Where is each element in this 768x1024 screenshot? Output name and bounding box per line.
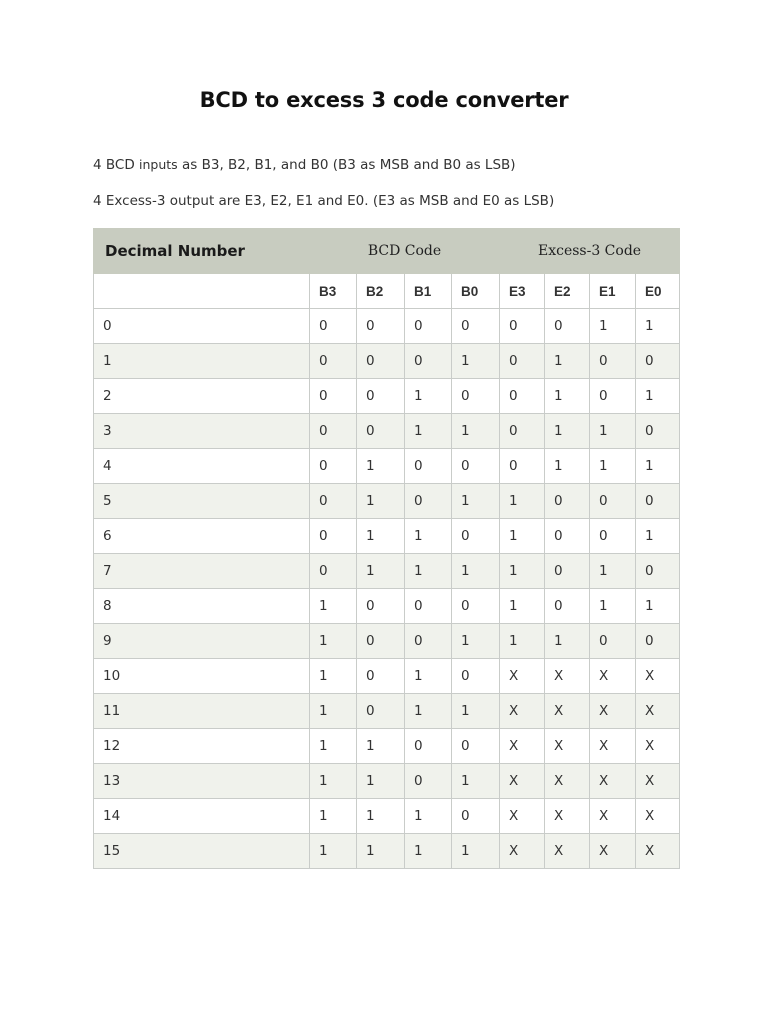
cell-e2: X — [545, 729, 590, 764]
cell-e3: 1 — [500, 624, 545, 659]
cell-e3: 0 — [500, 414, 545, 449]
cell-b1: 0 — [405, 484, 452, 519]
cell-b1: 0 — [405, 624, 452, 659]
cell-b2: 0 — [357, 694, 405, 729]
cell-b0: 0 — [452, 589, 500, 624]
cell-e0: X — [636, 834, 680, 869]
cell-e2: 0 — [545, 309, 590, 344]
cell-b2: 1 — [357, 799, 405, 834]
cell-b1: 0 — [405, 449, 452, 484]
subheader-e1: E1 — [590, 274, 636, 309]
cell-e1: 1 — [590, 449, 636, 484]
table-row — [94, 344, 680, 379]
cell-e2: 0 — [545, 589, 590, 624]
cell-e1: 0 — [590, 344, 636, 379]
cell-e2: 1 — [545, 449, 590, 484]
cell-b0: 1 — [452, 764, 500, 799]
cell-decimal: 15 — [94, 834, 310, 869]
cell-b2: 0 — [357, 659, 405, 694]
cell-e1: X — [590, 694, 636, 729]
table-header-row — [94, 229, 680, 274]
cell-b0: 0 — [452, 449, 500, 484]
cell-e3: 0 — [500, 379, 545, 414]
cell-e3: X — [500, 729, 545, 764]
cell-e1: X — [590, 799, 636, 834]
cell-b3: 0 — [310, 554, 357, 589]
page-title: BCD to excess 3 code converter — [199, 88, 569, 112]
cell-decimal: 0 — [94, 309, 310, 344]
cell-e1: 1 — [590, 554, 636, 589]
header-decimal-number: Decimal Number — [94, 229, 310, 274]
excess3-outputs-description: 4 Excess-3 output are E3, E2, E1 and E0. (E3 as MSB and E0 as LSB) — [93, 193, 555, 209]
cell-b2: 1 — [357, 764, 405, 799]
cell-e0: 1 — [636, 519, 680, 554]
cell-e0: X — [636, 799, 680, 834]
cell-b2: 0 — [357, 624, 405, 659]
cell-e3: 1 — [500, 554, 545, 589]
cell-e3: X — [500, 764, 545, 799]
cell-b3: 0 — [310, 449, 357, 484]
cell-b2: 1 — [357, 834, 405, 869]
cell-b2: 1 — [357, 449, 405, 484]
cell-decimal: 11 — [94, 694, 310, 729]
cell-e1: 1 — [590, 589, 636, 624]
cell-e0: X — [636, 659, 680, 694]
cell-b1: 1 — [405, 379, 452, 414]
cell-b1: 1 — [405, 834, 452, 869]
cell-decimal: 8 — [94, 589, 310, 624]
cell-b1: 1 — [405, 519, 452, 554]
cell-e2: 1 — [545, 344, 590, 379]
cell-e3: X — [500, 834, 545, 869]
cell-b0: 0 — [452, 799, 500, 834]
cell-b0: 1 — [452, 554, 500, 589]
cell-decimal: 5 — [94, 484, 310, 519]
cell-e2: 0 — [545, 519, 590, 554]
table-row — [94, 554, 680, 589]
cell-b1: 0 — [405, 729, 452, 764]
cell-e2: 0 — [545, 484, 590, 519]
cell-b3: 1 — [310, 764, 357, 799]
cell-e0: 1 — [636, 449, 680, 484]
cell-b3: 1 — [310, 834, 357, 869]
cell-e3: X — [500, 694, 545, 729]
cell-b1: 0 — [405, 344, 452, 379]
cell-b2: 0 — [357, 379, 405, 414]
table-row — [94, 659, 680, 694]
table-row — [94, 379, 680, 414]
cell-decimal: 13 — [94, 764, 310, 799]
cell-e1: 1 — [590, 309, 636, 344]
cell-b3: 0 — [310, 344, 357, 379]
cell-e2: 1 — [545, 624, 590, 659]
desc-part-1: 4 BCD — [93, 157, 140, 173]
cell-b3: 0 — [310, 519, 357, 554]
cell-decimal: 12 — [94, 729, 310, 764]
cell-b3: 1 — [310, 799, 357, 834]
table-row — [94, 414, 680, 449]
cell-e2: 0 — [545, 554, 590, 589]
table-row — [94, 764, 680, 799]
table-row — [94, 624, 680, 659]
cell-e1: 0 — [590, 624, 636, 659]
cell-e1: 0 — [590, 519, 636, 554]
cell-e0: X — [636, 729, 680, 764]
cell-decimal: 4 — [94, 449, 310, 484]
desc-part-2: inputs — [139, 157, 178, 172]
cell-b1: 1 — [405, 414, 452, 449]
cell-e2: X — [545, 694, 590, 729]
table-row — [94, 449, 680, 484]
cell-e0: 0 — [636, 624, 680, 659]
cell-e2: X — [545, 799, 590, 834]
cell-e2: 1 — [545, 414, 590, 449]
cell-decimal: 1 — [94, 344, 310, 379]
subheader-e3: E3 — [500, 274, 545, 309]
cell-e0: 0 — [636, 414, 680, 449]
cell-e3: 0 — [500, 344, 545, 379]
cell-b1: 0 — [405, 764, 452, 799]
header-bcd-code: BCD Code — [310, 229, 500, 274]
cell-b2: 0 — [357, 344, 405, 379]
cell-b2: 0 — [357, 414, 405, 449]
table-row — [94, 589, 680, 624]
cell-b0: 1 — [452, 414, 500, 449]
cell-e3: 1 — [500, 484, 545, 519]
cell-b2: 1 — [357, 554, 405, 589]
cell-b3: 1 — [310, 589, 357, 624]
cell-e3: X — [500, 659, 545, 694]
cell-e2: 1 — [545, 379, 590, 414]
cell-b0: 1 — [452, 484, 500, 519]
cell-e1: 1 — [590, 414, 636, 449]
cell-b2: 0 — [357, 309, 405, 344]
table-row — [94, 694, 680, 729]
cell-decimal: 2 — [94, 379, 310, 414]
cell-decimal: 6 — [94, 519, 310, 554]
cell-e2: X — [545, 834, 590, 869]
table-row — [94, 484, 680, 519]
cell-e2: X — [545, 659, 590, 694]
cell-b0: 0 — [452, 379, 500, 414]
cell-b2: 0 — [357, 589, 405, 624]
cell-b1: 0 — [405, 589, 452, 624]
cell-b1: 1 — [405, 659, 452, 694]
cell-b1: 0 — [405, 309, 452, 344]
cell-e0: 1 — [636, 379, 680, 414]
cell-e3: 0 — [500, 309, 545, 344]
subheader-b3: B3 — [310, 274, 357, 309]
cell-b1: 1 — [405, 554, 452, 589]
cell-b3: 1 — [310, 694, 357, 729]
cell-e1: X — [590, 764, 636, 799]
cell-e2: X — [545, 764, 590, 799]
bcd-inputs-description — [93, 157, 516, 173]
cell-b0: 1 — [452, 694, 500, 729]
cell-e1: X — [590, 729, 636, 764]
table-row — [94, 729, 680, 764]
cell-e0: 1 — [636, 309, 680, 344]
cell-e3: 0 — [500, 449, 545, 484]
cell-e1: 0 — [590, 379, 636, 414]
desc-part-3: as B3, B2, B1, and B0 (B3 as MSB and B0 as LSB) — [177, 157, 516, 173]
cell-b1: 1 — [405, 799, 452, 834]
subheader-b0: B0 — [452, 274, 500, 309]
cell-b0: 1 — [452, 834, 500, 869]
cell-e0: X — [636, 694, 680, 729]
cell-b0: 1 — [452, 624, 500, 659]
cell-b0: 0 — [452, 519, 500, 554]
subheader-e2: E2 — [545, 274, 590, 309]
cell-b3: 0 — [310, 484, 357, 519]
cell-b0: 1 — [452, 344, 500, 379]
cell-e3: 1 — [500, 589, 545, 624]
cell-e0: X — [636, 764, 680, 799]
cell-b3: 1 — [310, 624, 357, 659]
cell-b3: 1 — [310, 729, 357, 764]
subheader-blank — [94, 274, 310, 309]
cell-e0: 1 — [636, 589, 680, 624]
header-excess-3-code: Excess-3 Code — [500, 229, 680, 274]
truth-table — [93, 228, 680, 869]
cell-e1: 0 — [590, 484, 636, 519]
cell-decimal: 14 — [94, 799, 310, 834]
cell-decimal: 7 — [94, 554, 310, 589]
cell-e1: X — [590, 659, 636, 694]
cell-e3: X — [500, 799, 545, 834]
table-row — [94, 834, 680, 869]
subheader-e0: E0 — [636, 274, 680, 309]
subheader-b2: B2 — [357, 274, 405, 309]
cell-b2: 1 — [357, 729, 405, 764]
cell-e3: 1 — [500, 519, 545, 554]
table-row — [94, 799, 680, 834]
cell-e0: 0 — [636, 344, 680, 379]
subheader-b1: B1 — [405, 274, 452, 309]
table-row — [94, 519, 680, 554]
cell-b0: 0 — [452, 659, 500, 694]
cell-decimal: 10 — [94, 659, 310, 694]
cell-decimal: 9 — [94, 624, 310, 659]
cell-e0: 0 — [636, 554, 680, 589]
cell-e1: X — [590, 834, 636, 869]
cell-b2: 1 — [357, 484, 405, 519]
cell-e0: 0 — [636, 484, 680, 519]
cell-b3: 0 — [310, 379, 357, 414]
cell-b0: 0 — [452, 729, 500, 764]
cell-b3: 0 — [310, 309, 357, 344]
cell-b2: 1 — [357, 519, 405, 554]
cell-b0: 0 — [452, 309, 500, 344]
cell-decimal: 3 — [94, 414, 310, 449]
table-row — [94, 309, 680, 344]
cell-b1: 1 — [405, 694, 452, 729]
cell-b3: 0 — [310, 414, 357, 449]
table-subheader-row — [94, 274, 680, 309]
cell-b3: 1 — [310, 659, 357, 694]
